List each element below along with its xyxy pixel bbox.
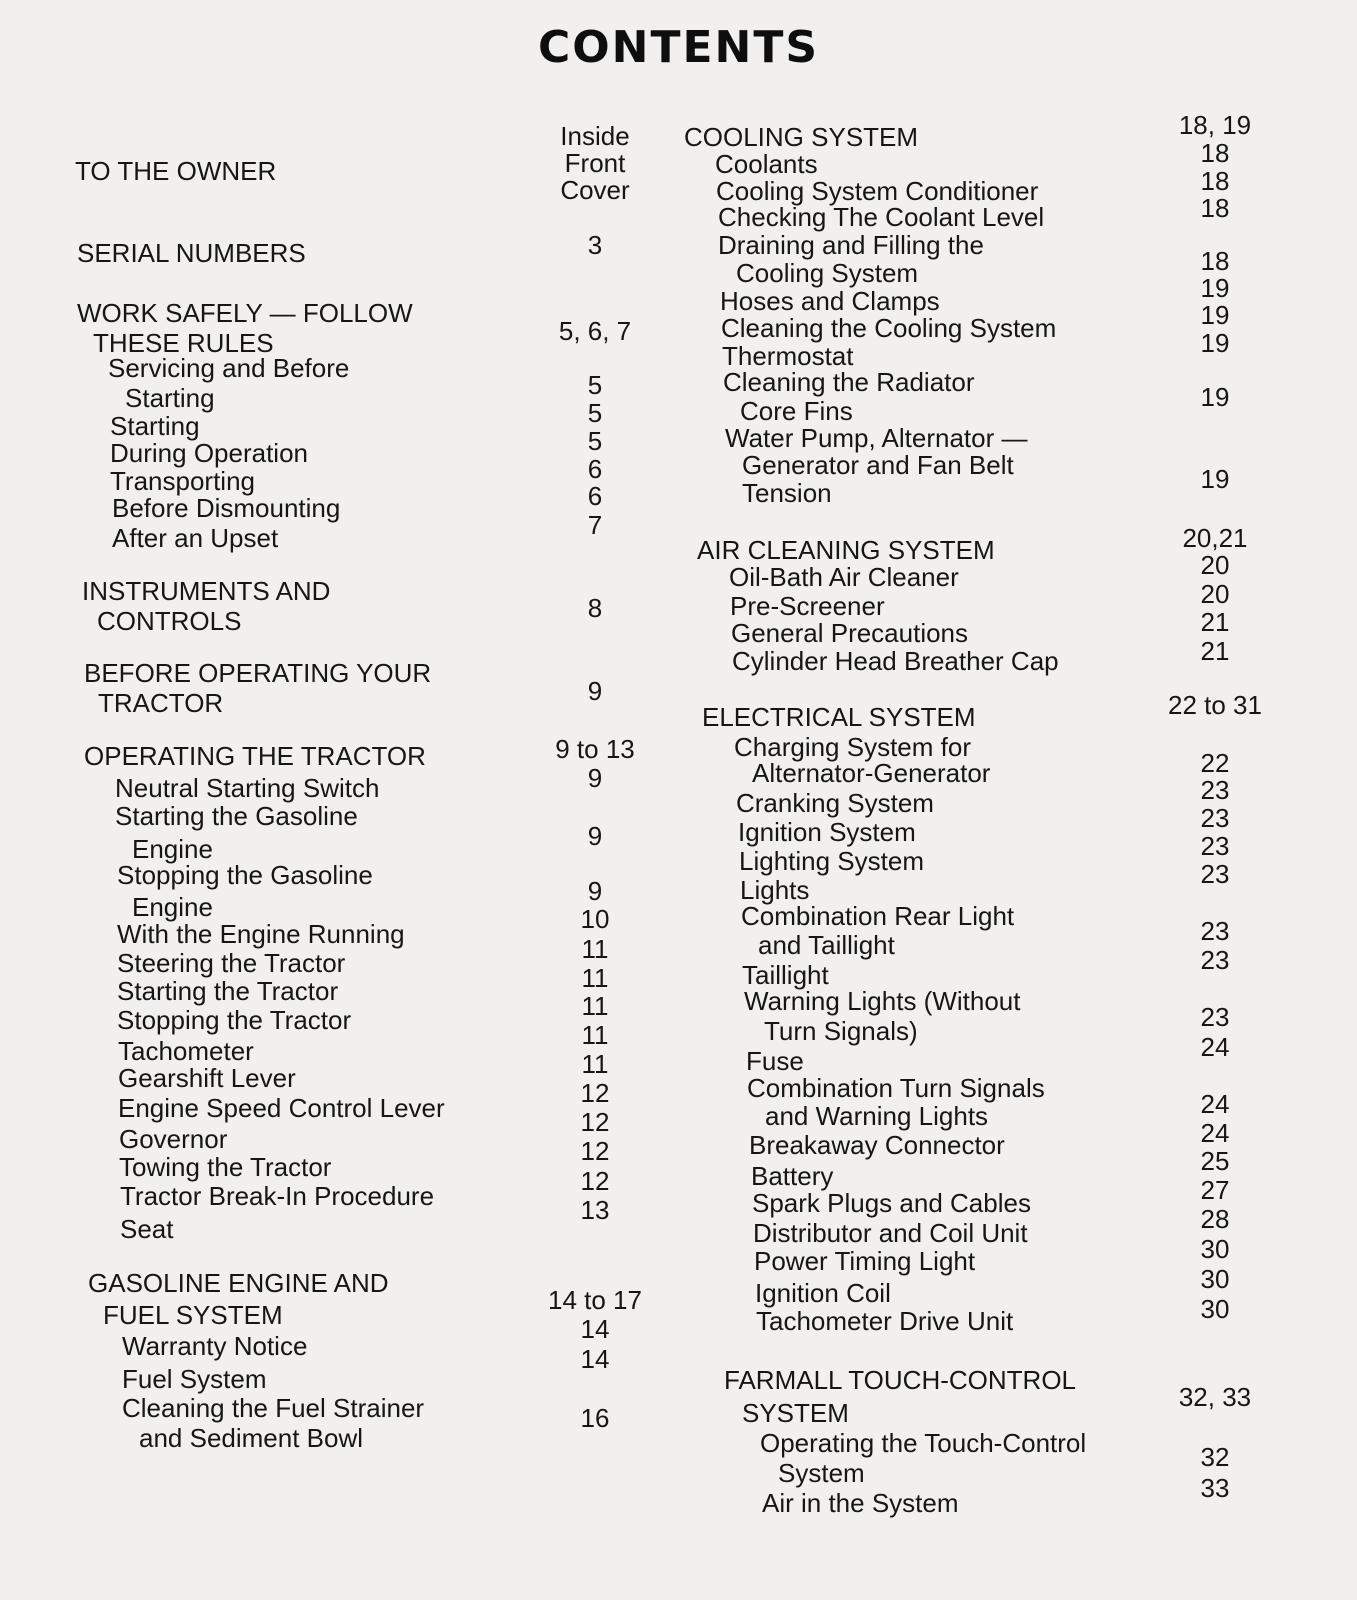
toc-entry: Coolants [715,149,818,179]
toc-entry: Cylinder Head Breather Cap [732,646,1059,676]
toc-entry: Spark Plugs and Cables [752,1188,1031,1218]
toc-page-number: 16 [580,1403,610,1433]
toc-entry: OPERATING THE TRACTOR [84,741,426,771]
toc-entry: Starting the Gasoline [115,801,358,831]
toc-entry: Fuse [746,1046,804,1076]
toc-entry: Starting the Tractor [117,976,339,1006]
toc-page-number: 12 [580,1166,610,1196]
toc-entry: Steering the Tractor [117,948,346,978]
toc-page-number: 19 [1200,273,1230,303]
toc-page-number: 13 [580,1195,610,1225]
toc-page-number: 24 [1200,1089,1230,1119]
toc-entry: Neutral Starting Switch [115,773,380,803]
toc-page-number: 19 [1200,328,1230,358]
toc-page-number: 12 [580,1078,610,1108]
toc-entry: SERIAL NUMBERS [77,238,306,268]
toc-entry: System [778,1458,865,1488]
toc-page-number: 11 [581,1049,609,1079]
toc-entry: Water Pump, Alternator — [725,423,1028,453]
toc-page-number: 10 [580,904,610,934]
toc-page-number: 5 [587,426,603,456]
toc-entry: Starting [110,411,200,441]
toc-entry: AIR CLEANING SYSTEM [697,535,995,565]
toc-entry: Servicing and Before [108,353,350,383]
toc-page-number: 8 [587,593,603,623]
toc-page-number: 11 [581,963,609,993]
toc-page-number: 20 [1200,550,1230,580]
toc-page-number: 18, 19 [1178,110,1252,140]
toc-entry: With the Engine Running [117,919,405,949]
toc-entry: Fuel System [122,1364,267,1394]
toc-page-number: 21 [1200,636,1230,666]
toc-entry: WORK SAFELY — FOLLOW [77,298,413,328]
toc-page-number: 20 [1200,579,1230,609]
toc-page-number: 6 [587,481,603,511]
toc-entry: Cleaning the Radiator [723,367,975,397]
toc-entry: Cleaning the Fuel Strainer [122,1393,425,1423]
toc-page-number: 23 [1200,831,1230,861]
toc-page-number: 30 [1200,1294,1230,1324]
toc-page-number: 28 [1200,1204,1230,1234]
toc-page-number: 22 [1200,748,1230,778]
toc-page-number: 14 to 17 [548,1285,642,1315]
toc-page-number: 24 [1200,1032,1230,1062]
toc-page-number: 21 [1200,607,1230,637]
toc-entry: TO THE OWNER [75,156,277,186]
toc-entry: Turn Signals) [764,1016,918,1046]
toc-entry: Ignition Coil [755,1278,891,1308]
toc-entry: Hoses and Clamps [720,286,940,316]
toc-entry: and Taillight [758,930,895,960]
toc-page-number: 5, 6, 7 [558,316,632,346]
toc-entry: BEFORE OPERATING YOUR [84,658,432,688]
toc-page-number: 14 [580,1344,610,1374]
toc-page-number: 20,21 [1182,523,1248,553]
toc-page-number: 23 [1200,859,1230,889]
toc-page-number: 11 [581,991,609,1021]
toc-entry: FARMALL TOUCH-CONTROL [724,1365,1077,1395]
toc-entry: Alternator-Generator [752,758,991,788]
toc-entry: General Precautions [731,618,969,648]
toc-entry: Core Fins [740,396,853,426]
toc-entry: Cooling System Conditioner [716,176,1039,206]
toc-entry: Gearshift Lever [118,1063,296,1093]
toc-entry: TRACTOR [98,688,224,718]
toc-entry: Engine [132,834,213,864]
toc-entry: Checking The Coolant Level [718,202,1045,232]
toc-page-number: 18 [1200,166,1230,196]
toc-entry: CONTROLS [97,606,242,636]
toc-entry: SYSTEM [742,1398,849,1428]
toc-entry: Taillight [742,960,829,990]
toc-page-number: 30 [1200,1234,1230,1264]
toc-page-number: 23 [1200,916,1230,946]
toc-page-number: 5 [587,398,603,428]
toc-entry: Thermostat [722,341,854,371]
toc-page-number: 23 [1200,945,1230,975]
toc-entry: Tachometer Drive Unit [756,1306,1014,1336]
toc-entry: ELECTRICAL SYSTEM [702,702,976,732]
toc-entry: Breakaway Connector [749,1130,1005,1160]
toc-page-number: 23 [1200,775,1230,805]
toc-entry: During Operation [110,438,308,468]
toc-page-number: 18 [1200,246,1230,276]
toc-entry: Engine [132,892,213,922]
toc-page-number: 18 [1200,138,1230,168]
toc-page-number: 19 [1200,382,1230,412]
toc-entry: FUEL SYSTEM [103,1300,283,1330]
toc-entry: Draining and Filling the [718,230,984,260]
toc-entry: Governor [119,1124,228,1154]
toc-entry: and Sediment Bowl [139,1423,364,1453]
toc-entry: Tractor Break-In Procedure [120,1181,435,1211]
toc-page-number: 14 [580,1314,610,1344]
toc-page-number: 12 [580,1107,610,1137]
toc-entry: Air in the System [762,1488,959,1518]
toc-entry: Before Dismounting [112,493,341,523]
toc-page-number: 6 [587,454,603,484]
toc-page-number: 9 [587,676,603,706]
toc-entry: Warranty Notice [122,1331,308,1361]
toc-page-number: Inside Front Cover [560,121,630,205]
toc-entry: Ignition System [738,817,916,847]
toc-entry: Pre-Screener [730,591,885,621]
toc-entry: Transporting [110,466,255,496]
toc-page-number: 11 [581,1020,609,1050]
toc-entry: COOLING SYSTEM [684,122,919,152]
toc-page-number: 24 [1200,1118,1230,1148]
toc-page-number: 19 [1200,464,1230,494]
toc-entry: Cranking System [736,788,934,818]
toc-page-number: 5 [587,370,603,400]
toc-entry: Operating the Touch-Control [760,1428,1087,1458]
toc-entry: Towing the Tractor [119,1152,332,1182]
toc-entry: Battery [751,1161,834,1191]
toc-entry: Warning Lights (Without [744,986,1021,1016]
toc-page-number: 32 [1200,1442,1230,1472]
toc-entry: Engine Speed Control Lever [118,1093,445,1123]
page-title: CONTENTS [537,22,820,73]
toc-page-number: 12 [580,1136,610,1166]
toc-page-number: 9 [587,876,603,906]
toc-entry: GASOLINE ENGINE AND [88,1268,389,1298]
toc-page-number: 32, 33 [1178,1382,1252,1412]
toc-entry: Generator and Fan Belt [742,450,1014,480]
toc-entry: Stopping the Tractor [117,1005,352,1035]
toc-page-number: 33 [1200,1473,1230,1503]
toc-entry: Charging System for [734,732,971,762]
toc-entry: Oil-Bath Air Cleaner [729,562,959,592]
toc-page-number: 9 [587,821,603,851]
toc-entry: Cleaning the Cooling System [721,313,1057,343]
toc-page-number: 19 [1200,300,1230,330]
toc-page-number: 27 [1200,1175,1230,1205]
toc-entry: THESE RULES [93,328,274,358]
toc-entry: Cooling System [736,258,919,288]
toc-entry: Seat [120,1214,174,1244]
toc-entry: Lights [740,875,810,905]
toc-page-number: 23 [1200,803,1230,833]
toc-entry: After an Upset [112,523,279,553]
toc-entry: Combination Rear Light [741,901,1015,931]
toc-entry: and Warning Lights [765,1101,989,1131]
toc-page-number: 18 [1200,193,1230,223]
toc-entry: Tachometer [118,1036,254,1066]
toc-page-number: 3 [587,230,603,260]
toc-entry: Stopping the Gasoline [117,860,373,890]
toc-entry: Tension [742,478,832,508]
toc-page-number: 25 [1200,1146,1230,1176]
toc-entry: Combination Turn Signals [747,1073,1045,1103]
right-column [684,0,1357,1600]
toc-entry: Lighting System [739,846,924,876]
toc-page-number: 7 [587,510,603,540]
toc-page-number: 9 to 13 [555,734,635,764]
toc-page-number: 11 [581,934,609,964]
toc-page-number: 22 to 31 [1168,690,1262,720]
toc-entry: INSTRUMENTS AND [82,576,331,606]
toc-entry: Power Timing Light [754,1246,976,1276]
toc-entry: Starting [125,383,215,413]
toc-entry: Distributor and Coil Unit [753,1218,1028,1248]
toc-page-number: 23 [1200,1002,1230,1032]
toc-page-number: 30 [1200,1264,1230,1294]
toc-page-number: 9 [587,763,603,793]
